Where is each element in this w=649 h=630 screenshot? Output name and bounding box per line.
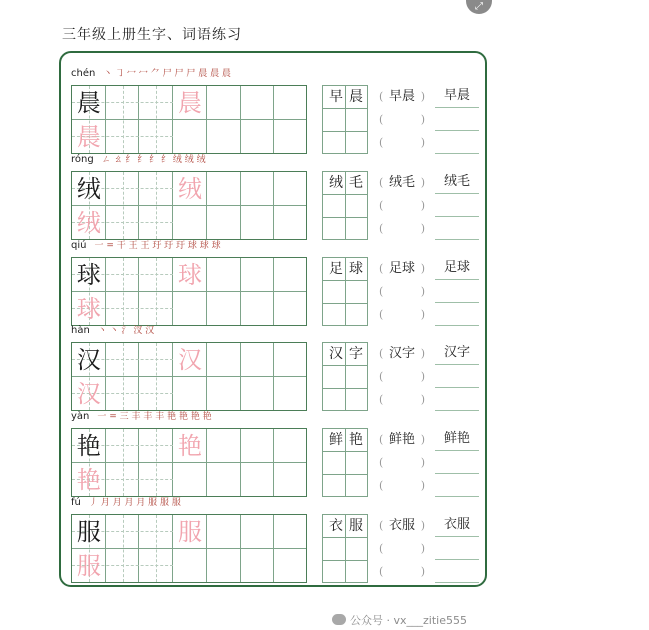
word-model: 衣服 bbox=[329, 518, 369, 534]
bracket-blank[interactable] bbox=[379, 108, 425, 131]
word-in-bracket: 绒毛 bbox=[388, 175, 415, 190]
practice-row bbox=[61, 402, 485, 494]
row-header bbox=[71, 324, 154, 338]
left-paren: ( bbox=[379, 308, 384, 321]
left-paren: ( bbox=[379, 285, 384, 298]
right-paren: ) bbox=[420, 90, 425, 103]
trace-character: 汉 bbox=[177, 346, 202, 374]
underline-column bbox=[435, 171, 479, 240]
left-paren: ( bbox=[379, 370, 384, 383]
underline-blank[interactable] bbox=[435, 365, 479, 388]
left-paren: ( bbox=[379, 176, 384, 189]
right-paren: ) bbox=[420, 393, 425, 406]
underline-blank[interactable] bbox=[435, 537, 479, 560]
practice-row bbox=[61, 231, 485, 323]
left-paren: ( bbox=[379, 542, 384, 555]
practice-row bbox=[61, 316, 485, 408]
bracket-column bbox=[379, 85, 425, 154]
writing-grid bbox=[71, 428, 307, 497]
row-header bbox=[71, 239, 221, 253]
model-character: 绒 bbox=[76, 175, 101, 203]
word-model: 足球 bbox=[329, 261, 369, 277]
left-paren: ( bbox=[379, 136, 384, 149]
pinyin-label: hàn bbox=[71, 325, 90, 336]
model-character: 服 bbox=[76, 518, 101, 546]
bracket-column bbox=[379, 514, 425, 583]
row-header bbox=[71, 153, 206, 167]
underline-column bbox=[435, 342, 479, 411]
trace-character: 艳 bbox=[177, 432, 202, 460]
underline-blank[interactable] bbox=[435, 171, 479, 194]
underline-blank[interactable] bbox=[435, 451, 479, 474]
stroke-order: ㄥ ㄠ 纟 纟 纟 纟 绒 绒 绒 bbox=[101, 155, 206, 165]
bracket-blank[interactable] bbox=[379, 514, 425, 537]
trace-character: 艳 bbox=[76, 466, 101, 494]
trace-character: 服 bbox=[76, 552, 101, 580]
bracket-blank[interactable] bbox=[379, 537, 425, 560]
right-paren: ) bbox=[420, 542, 425, 555]
stroke-order: 丿 月 月 月 月 服 服 服 bbox=[88, 498, 181, 508]
row-header bbox=[71, 410, 212, 424]
left-paren: ( bbox=[379, 393, 384, 406]
right-paren: ) bbox=[420, 113, 425, 126]
trace-character: 汉 bbox=[76, 380, 101, 408]
right-paren: ) bbox=[420, 136, 425, 149]
word-in-bracket: 汉字 bbox=[388, 346, 415, 361]
model-character: 晨 bbox=[76, 89, 101, 117]
bracket-blank[interactable] bbox=[379, 365, 425, 388]
right-paren: ) bbox=[420, 456, 425, 469]
left-paren: ( bbox=[379, 90, 384, 103]
right-paren: ) bbox=[420, 308, 425, 321]
row-header bbox=[71, 496, 181, 510]
word-on-line: 鲜艳 bbox=[443, 431, 470, 446]
bracket-column bbox=[379, 428, 425, 497]
trace-character: 晨 bbox=[177, 89, 202, 117]
word-grid bbox=[322, 171, 368, 240]
word-model: 鲜艳 bbox=[329, 432, 369, 448]
underline-column bbox=[435, 85, 479, 154]
trace-character: 绒 bbox=[76, 209, 101, 237]
underline-blank[interactable] bbox=[435, 560, 479, 583]
right-paren: ) bbox=[420, 370, 425, 383]
underline-blank[interactable] bbox=[435, 342, 479, 365]
trace-character: 晨 bbox=[76, 123, 101, 151]
trace-character: 球 bbox=[177, 261, 202, 289]
writing-grid bbox=[71, 514, 307, 583]
left-paren: ( bbox=[379, 456, 384, 469]
right-paren: ) bbox=[420, 433, 425, 446]
word-grid bbox=[322, 514, 368, 583]
word-on-line: 绒毛 bbox=[443, 174, 470, 189]
model-character: 艳 bbox=[76, 432, 101, 460]
trace-character: 绒 bbox=[177, 175, 202, 203]
writing-grid bbox=[71, 85, 307, 154]
word-model: 早晨 bbox=[329, 89, 369, 105]
word-in-bracket: 足球 bbox=[388, 261, 415, 276]
practice-row bbox=[61, 59, 485, 151]
word-grid bbox=[322, 428, 368, 497]
underline-blank[interactable] bbox=[435, 194, 479, 217]
model-character: 球 bbox=[76, 261, 101, 289]
wechat-icon bbox=[332, 614, 346, 625]
bracket-blank[interactable] bbox=[379, 85, 425, 108]
bracket-blank[interactable] bbox=[379, 560, 425, 583]
word-in-bracket: 衣服 bbox=[388, 518, 415, 533]
word-in-bracket: 早晨 bbox=[388, 89, 415, 104]
left-paren: ( bbox=[379, 519, 384, 532]
stroke-order: 丶 ㇆ 冖 冖 ⺈ 尸 尸 尸 晨 晨 晨 bbox=[103, 69, 231, 79]
underline-blank[interactable] bbox=[435, 108, 479, 131]
right-paren: ) bbox=[420, 479, 425, 492]
writing-grid bbox=[71, 171, 307, 240]
bracket-blank[interactable] bbox=[379, 428, 425, 451]
word-grid bbox=[322, 342, 368, 411]
word-in-bracket: 鲜艳 bbox=[388, 432, 415, 447]
writing-grid bbox=[71, 342, 307, 411]
underline-blank[interactable] bbox=[435, 85, 479, 108]
word-grid bbox=[322, 85, 368, 154]
pinyin-label: róng bbox=[71, 154, 94, 165]
underline-blank[interactable] bbox=[435, 428, 479, 451]
left-paren: ( bbox=[379, 199, 384, 212]
bracket-column bbox=[379, 342, 425, 411]
row-header bbox=[71, 67, 231, 81]
right-paren: ) bbox=[420, 199, 425, 212]
word-on-line: 早晨 bbox=[443, 88, 470, 103]
practice-row bbox=[61, 488, 485, 580]
bracket-blank[interactable] bbox=[379, 342, 425, 365]
right-paren: ) bbox=[420, 176, 425, 189]
word-on-line: 足球 bbox=[443, 260, 470, 275]
right-paren: ) bbox=[420, 519, 425, 532]
left-paren: ( bbox=[379, 565, 384, 578]
stroke-order: 一 = 三 丰 丰 丰 艳 艳 艳 艳 bbox=[97, 412, 212, 422]
left-paren: ( bbox=[379, 479, 384, 492]
watermark-text: 公众号 · vx___zitie555 bbox=[350, 614, 467, 627]
underline-blank[interactable] bbox=[435, 280, 479, 303]
left-paren: ( bbox=[379, 113, 384, 126]
practice-sheet bbox=[59, 51, 487, 587]
word-model: 绒毛 bbox=[329, 175, 369, 191]
expand-icon[interactable]: ⤢ bbox=[466, 0, 492, 14]
pinyin-label: fú bbox=[71, 497, 81, 508]
left-paren: ( bbox=[379, 347, 384, 360]
watermark bbox=[332, 612, 467, 628]
word-on-line: 衣服 bbox=[443, 517, 470, 532]
bracket-column bbox=[379, 171, 425, 240]
stroke-order: 丶 丶 氵 汊 汉 bbox=[97, 326, 155, 336]
underline-blank[interactable] bbox=[435, 514, 479, 537]
right-paren: ) bbox=[420, 565, 425, 578]
left-paren: ( bbox=[379, 433, 384, 446]
word-model: 汉字 bbox=[329, 346, 369, 362]
stroke-order: 一 = 干 王 王 玗 玗 玗 球 球 球 bbox=[94, 241, 221, 251]
page-title: 三年级上册生字、词语练习 bbox=[62, 27, 242, 43]
underline-column bbox=[435, 514, 479, 583]
trace-character: 球 bbox=[76, 295, 101, 323]
word-on-line: 汉字 bbox=[443, 345, 470, 360]
underline-blank[interactable] bbox=[435, 257, 479, 280]
bracket-blank[interactable] bbox=[379, 171, 425, 194]
practice-row bbox=[61, 145, 485, 237]
right-paren: ) bbox=[420, 262, 425, 275]
bracket-blank[interactable] bbox=[379, 451, 425, 474]
pinyin-label: yàn bbox=[71, 411, 90, 422]
bracket-blank[interactable] bbox=[379, 257, 425, 280]
bracket-blank[interactable] bbox=[379, 194, 425, 217]
left-paren: ( bbox=[379, 222, 384, 235]
left-paren: ( bbox=[379, 262, 384, 275]
pinyin-label: qiú bbox=[71, 240, 87, 251]
underline-column bbox=[435, 428, 479, 497]
pinyin-label: chén bbox=[71, 68, 96, 79]
right-paren: ) bbox=[420, 285, 425, 298]
right-paren: ) bbox=[420, 347, 425, 360]
trace-character: 服 bbox=[177, 518, 202, 546]
right-paren: ) bbox=[420, 222, 425, 235]
model-character: 汉 bbox=[76, 346, 101, 374]
bracket-blank[interactable] bbox=[379, 280, 425, 303]
